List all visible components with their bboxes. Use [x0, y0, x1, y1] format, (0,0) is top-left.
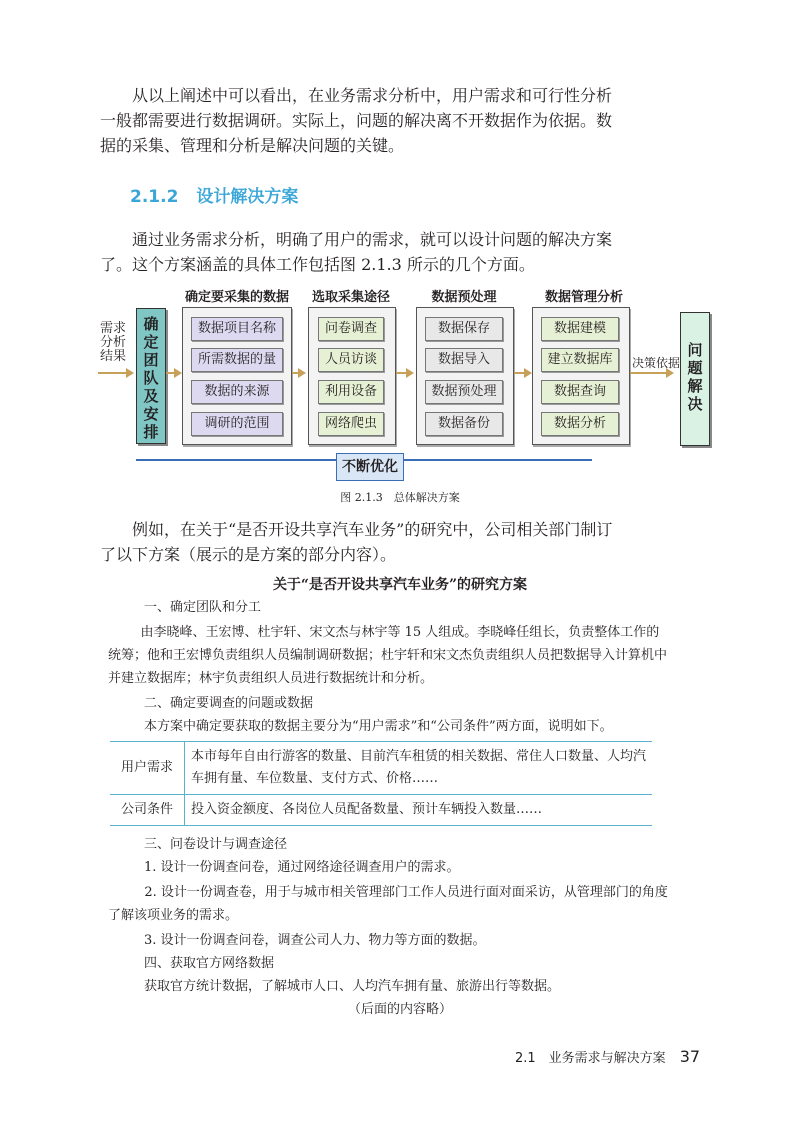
column-4-item: 数据查询 — [541, 380, 619, 404]
omitted-note: （后面的内容略） — [347, 1002, 452, 1017]
end-box: 问题解决 — [680, 312, 710, 446]
section-number: 2.1.2 — [130, 187, 179, 207]
column-2-item: 网络爬虫 — [318, 412, 384, 436]
section-title: 设计解决方案 — [196, 187, 299, 207]
s2-text: 本方案中确定要获取的数据主要分为“用户需求”和“公司条件”两方面，说明如下。 — [144, 719, 613, 734]
arrow-3 — [396, 372, 412, 374]
arrow-1 — [166, 372, 180, 374]
column-title-1: 确定要采集的数据 — [184, 290, 289, 305]
column-box-4 — [532, 307, 630, 445]
column-4-item: 数据建模 — [541, 317, 619, 341]
column-title-3: 数据预处理 — [431, 290, 497, 305]
column-3-item: 数据导入 — [425, 348, 503, 372]
intro-paragraph: 从以上阐述中可以看出，在业务需求分析中，用户需求和可行性分析一般都需要进行数据调研。实际上，问题的解决离不开数据作为依据。数据的采集、管理和分析是解决问题的关键。 — [100, 86, 613, 155]
example-paragraph: 例如，在关于“是否开设共享汽车业务”的研究中，公司相关部门制订了以下方案（展示的是方案的部分内容）。 — [100, 520, 613, 564]
table-row-label: 公司条件 — [110, 795, 185, 826]
document-title: 关于“是否开设共享汽车业务”的研究方案 — [272, 577, 528, 593]
s4-heading: 四、获取官方网络数据 — [144, 956, 275, 971]
column-2-item: 人员访谈 — [318, 348, 384, 372]
s2-heading: 二、确定要调查的问题或数据 — [144, 696, 314, 711]
output-label: 决策依据 — [631, 356, 680, 370]
s1-text: 由李晓峰、王宏博、杜宇轩、宋文杰与林宇等 15 人组成。李晓峰任组长，负责整体工作的统筹；他和王宏博负责组织人员编制调研数据；杜宇轩和宋文杰负责组织人员把数据导入计算机中并建立数据库；林宇负责组织人员进行数据统计和分析。 — [108, 625, 668, 686]
s3-item-2: 2. 设计一份调查卷，用于与城市相关管理部门工作人员进行面对面采访，从管理部门的角度了解该项业务的需求。 — [108, 885, 668, 923]
column-title-4: 数据管理分析 — [544, 290, 623, 305]
output-arrow — [630, 372, 672, 374]
table-row-content: 投入资金额度、各岗位人员配备数量、预计车辆投入数量…… — [185, 795, 653, 826]
data-table — [110, 741, 652, 826]
s3-heading: 三、问卷设计与调查途径 — [144, 837, 288, 852]
footer-section: 2.1 业务需求与解决方案 — [515, 1051, 666, 1066]
column-2-item: 利用设备 — [318, 380, 384, 404]
column-box-2 — [308, 307, 396, 445]
page-number: 37 — [679, 1047, 701, 1066]
s3-item-3: 3. 设计一份调查问卷，调查公司人力、物力等方面的数据。 — [144, 933, 486, 948]
input-arrow — [98, 372, 132, 374]
figure-caption: 图 2.1.3 总体解决方案 — [340, 491, 460, 504]
column-3-item: 数据备份 — [425, 412, 503, 436]
loop-label: 不断优化 — [336, 453, 404, 481]
table-row-content: 本市每年自由行游客的数量、目前汽车租赁的相关数据、常住人口数量、人均汽车拥有量、车位数量、支付方式、价格…… — [185, 742, 653, 795]
column-1-item: 所需数据的量 — [191, 348, 283, 372]
column-box-3 — [416, 307, 514, 445]
column-2-item: 问卷调查 — [318, 317, 384, 341]
column-3-item: 数据保存 — [425, 317, 503, 341]
column-box-1 — [182, 307, 292, 445]
table-row-label: 用户需求 — [110, 742, 185, 795]
section-heading — [130, 182, 298, 207]
column-4-item: 建立数据库 — [541, 348, 619, 372]
s4-text: 获取官方统计数据，了解城市人口、人均汽车拥有量、旅游出行等数据。 — [144, 979, 561, 994]
column-1-item: 调研的范围 — [191, 412, 283, 436]
start-box: 确定团队及安排 — [136, 308, 166, 444]
s1-heading: 一、确定团队和分工 — [144, 600, 262, 615]
arrow-4 — [514, 372, 530, 374]
column-3-item: 数据预处理 — [425, 380, 503, 404]
column-1-item: 数据项目名称 — [191, 317, 283, 341]
page-footer — [515, 1047, 700, 1066]
table-row — [110, 742, 652, 795]
input-label: 需求分析结果 — [99, 321, 126, 364]
column-title-2: 选取采集途径 — [311, 290, 390, 305]
section-paragraph: 通过业务需求分析，明确了用户的需求，就可以设计问题的解决方案了。这个方案涵盖的具体工作包括图 2.1.3 所示的几个方面。 — [100, 230, 613, 274]
solution-diagram — [96, 286, 726, 496]
column-4-item: 数据分析 — [541, 412, 619, 436]
table-row — [110, 795, 652, 826]
s3-item-1: 1. 设计一份调查问卷，通过网络途径调查用户的需求。 — [144, 860, 460, 875]
arrow-2 — [292, 372, 304, 374]
column-1-item: 数据的来源 — [191, 380, 283, 404]
